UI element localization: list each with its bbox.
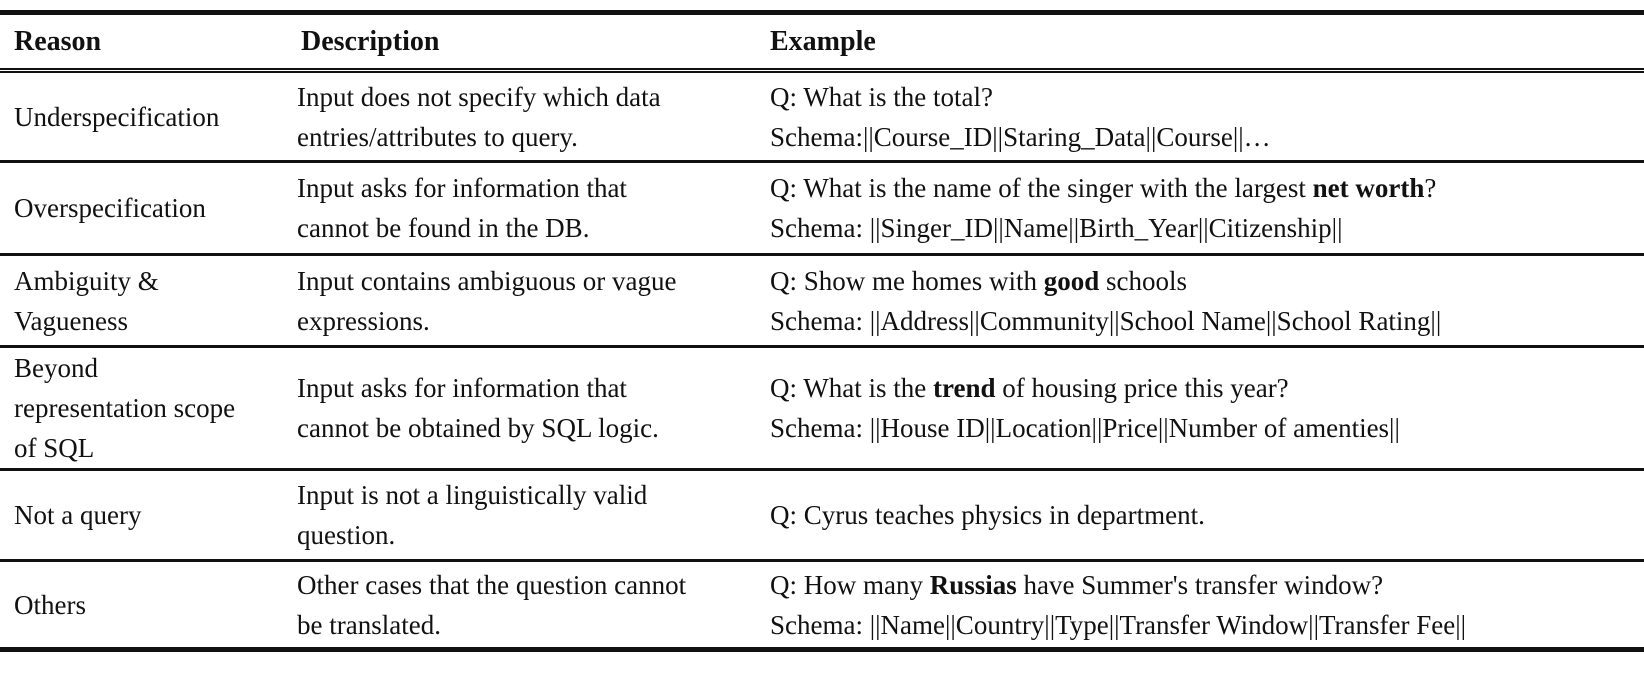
description-line: Input asks for information that (297, 373, 627, 403)
question-text: Q: How many (770, 569, 930, 600)
description-line: cannot be found in the DB. (297, 213, 590, 243)
question-emphasis: trend (932, 373, 996, 403)
reason-text: Overspecification (14, 193, 206, 223)
reason-text: Ambiguity & (14, 265, 159, 296)
reason-cell (0, 347, 297, 470)
reason-text: of SQL (14, 433, 95, 463)
description-line: Input does not specify which data (297, 81, 661, 112)
question-text: Q: What is the (770, 373, 933, 403)
example-cell (770, 71, 1644, 162)
example-schema: Schema: ||Singer_ID||Name||Birth_Year||Citizenship|| (770, 213, 1343, 243)
example-cell (770, 162, 1644, 255)
reason-text: representation scope (14, 393, 236, 423)
description-line: Input is not a linguistically valid (297, 480, 648, 510)
reason-cell (0, 470, 297, 561)
example-schema: Schema: ||House ID||Location||Price||Number of amenties|| (770, 413, 1400, 443)
question-emphasis: net worth (1312, 173, 1425, 203)
description-cell (297, 561, 770, 650)
table-row (0, 71, 1644, 162)
example-question (770, 495, 1644, 535)
description-cell (297, 255, 770, 347)
example-question (770, 261, 1644, 301)
table-row (0, 162, 1644, 255)
example-cell (770, 470, 1644, 561)
reason-cell (0, 561, 297, 650)
description-line: question. (297, 520, 396, 550)
description-cell (297, 470, 770, 561)
question-text: Q: Show me homes with (770, 265, 1044, 296)
description-cell (297, 162, 770, 255)
description-line: entries/attributes to query. (297, 121, 578, 152)
header-description: Description (301, 25, 440, 57)
question-text: Q: Cyrus teaches physics in department. (770, 500, 1205, 530)
table-row (0, 347, 1644, 470)
description-line: Other cases that the question cannot (297, 569, 687, 600)
table-row (0, 255, 1644, 347)
example-cell (770, 347, 1644, 470)
description-cell (297, 71, 770, 162)
reason-text: Not a query (14, 500, 142, 530)
table-body (0, 71, 1644, 650)
reason-text: Beyond (14, 353, 98, 383)
header-example: Example (770, 25, 876, 57)
question-text: schools (1099, 265, 1188, 296)
description-line: expressions. (297, 305, 430, 336)
example-question (770, 168, 1644, 208)
table-header (0, 13, 1644, 71)
description-line: be translated. (297, 609, 441, 640)
reason-cell (0, 71, 297, 162)
example-schema: Schema: ||Address||Community||School Name||School Rating|| (770, 305, 1442, 336)
question-emphasis: Russias (929, 569, 1017, 600)
question-text: Q: What is the name of the singer with the largest (770, 173, 1313, 203)
example-question (770, 77, 1644, 117)
question-text: ? (1424, 173, 1437, 203)
reasons-table (0, 10, 1644, 652)
example-schema: Schema: ||Name||Country||Type||Transfer Window||Transfer Fee|| (770, 609, 1467, 640)
question-text: Q: What is the total? (770, 81, 993, 112)
description-cell (297, 347, 770, 470)
header-reason: Reason (14, 25, 102, 57)
description-line: Input asks for information that (297, 173, 627, 203)
reason-text: Others (14, 589, 86, 620)
table-row (0, 561, 1644, 650)
reason-text: Underspecification (14, 101, 220, 132)
example-schema: Schema:||Course_ID||Staring_Data||Course||… (770, 121, 1271, 152)
question-text: have Summer's transfer window? (1016, 569, 1384, 600)
example-question (770, 565, 1644, 605)
example-cell (770, 255, 1644, 347)
example-question (770, 368, 1644, 408)
reason-text: Vagueness (14, 305, 128, 336)
table-row (0, 470, 1644, 561)
question-emphasis: good (1043, 265, 1100, 296)
reason-cell (0, 162, 297, 255)
reason-cell (0, 255, 297, 347)
description-line: Input contains ambiguous or vague (297, 265, 677, 296)
header-row (0, 13, 1644, 71)
example-cell (770, 561, 1644, 650)
description-line: cannot be obtained by SQL logic. (297, 413, 659, 443)
question-text: of housing price this year? (995, 373, 1289, 403)
